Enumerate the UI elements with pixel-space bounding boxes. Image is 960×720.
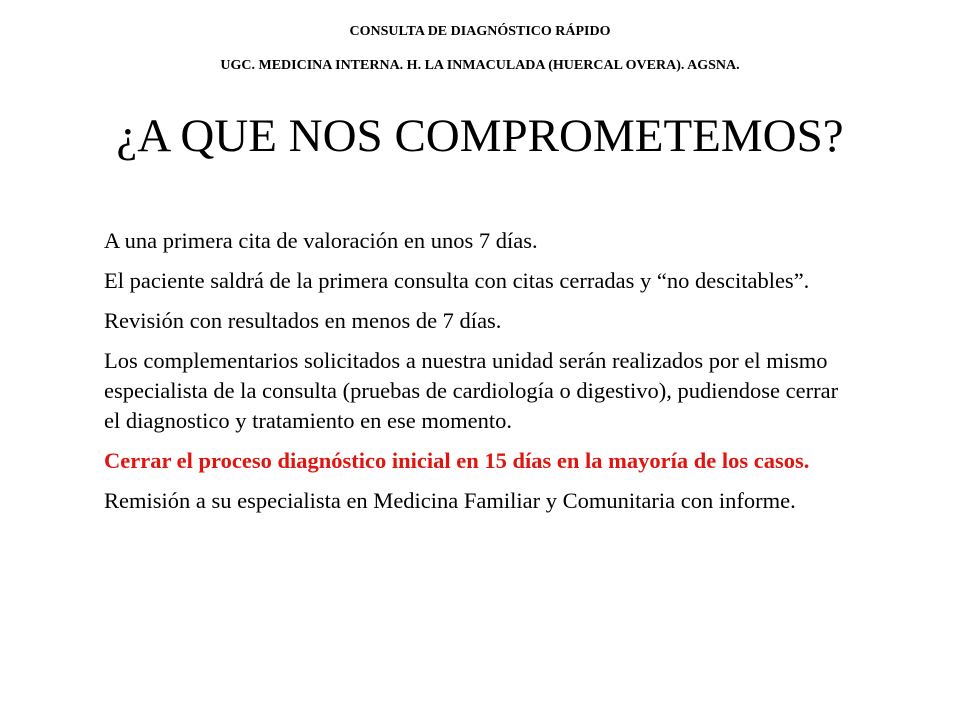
header-clinic-title: CONSULTA DE DIAGNÓSTICO RÁPIDO bbox=[349, 24, 611, 39]
commitment-referral-family-medicine: Remisión a su especialista en Medicina Familiar y Comunitaria con informe. bbox=[104, 488, 796, 513]
commitment-first-appointment: A una primera cita de valoración en unos 7 días. bbox=[104, 228, 538, 253]
commitment-results-review: Revisión con resultados en menos de 7 días. bbox=[104, 308, 502, 333]
commitments-list bbox=[104, 226, 844, 526]
slide-title: ¿A QUE NOS COMPROMETEMOS? bbox=[116, 110, 844, 162]
commitment-closed-appointments: El paciente saldrá de la primera consulta con citas cerradas y “no descitables”. bbox=[104, 268, 810, 293]
header-unit-name: UGC. MEDICINA INTERNA. H. LA INMACULADA (HUERCAL OVERA). AGSNA. bbox=[220, 58, 740, 73]
commitment-close-diagnosis-highlight: Cerrar el proceso diagnóstico inicial en 15 días en la mayoría de los casos. bbox=[104, 448, 810, 473]
commitment-complementary-tests: Los complementarios solicitados a nuestra unidad serán realizados por el mismo especialista de la consulta (pruebas de cardiología o digestivo), pudiendose cerrar el diagnostico y tratamiento en ese momento. bbox=[104, 348, 839, 433]
